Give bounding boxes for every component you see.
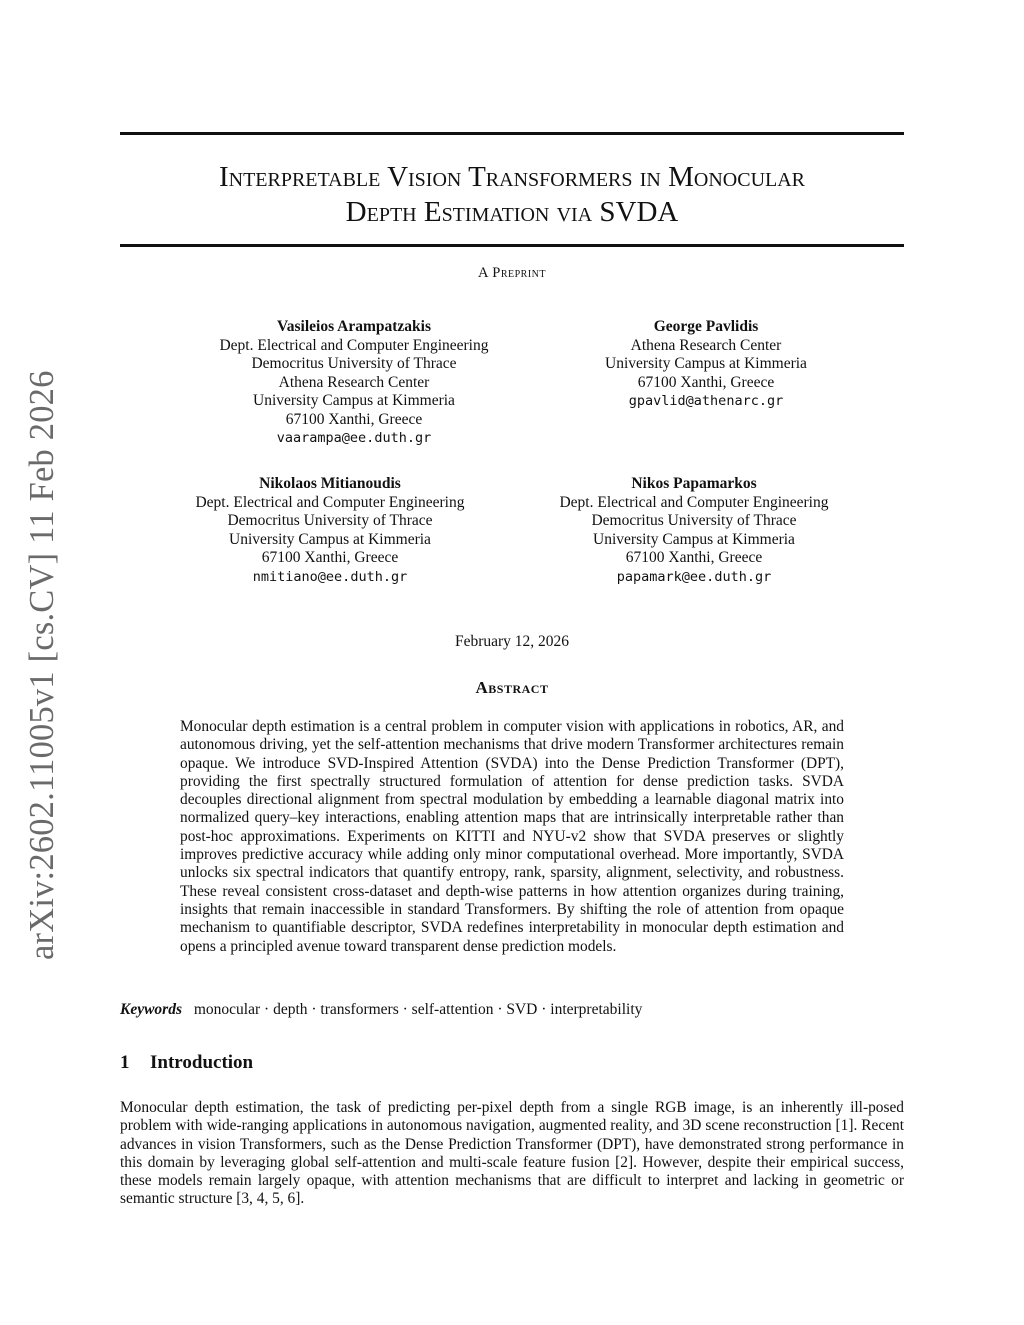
affiliation-line: 67100 Xanthi, Greece: [625, 549, 763, 566]
section-title: Introduction: [150, 1052, 254, 1073]
author-name: Vasileios Arampatzakis: [276, 318, 431, 335]
affiliation-line: University Campus at Kimmeria: [593, 530, 795, 548]
author-name: George Pavlidis: [653, 318, 759, 335]
affiliation-line: 67100 Xanthi, Greece: [285, 410, 423, 428]
introduction-text: Monocular depth estimation, the task of predicting per-pixel depth from a single RGB image, is an inherently ill-posed problem with wide-ranging applications in autonomous navigation, augmented reality, and 3D scene reconstruction [1]. Recent advances in vision Transformers, such as the Dense Prediction Transformer (DPT), have demonstrated strong performance in this domain by leveraging global self-attention and multi-scale feature fusion [2]. However, despite their empirical success, these models remain largely opaque, with attention mechanisms that are difficult to interpret and lacking in geometric or semantic structure [3, 4, 5, 6].: [120, 1099, 904, 1208]
title-top-rule: [120, 132, 904, 135]
keywords-line: [120, 1001, 904, 1019]
section-heading-introduction: [120, 1052, 253, 1074]
affiliation-line: Democritus University of Thrace: [251, 355, 457, 372]
title-bottom-rule: [120, 244, 904, 247]
author-email[interactable]: vaarampa@ee.duth.gr: [276, 430, 432, 446]
section-number: 1: [120, 1052, 130, 1073]
author-block-arampatzakis: [168, 318, 540, 448]
author-name: Nikolaos Mitianoudis: [259, 475, 401, 492]
author-block-pavlidis: [540, 318, 872, 411]
affiliation-line: Dept. Electrical and Computer Engineering: [219, 336, 489, 354]
affiliation-line: University Campus at Kimmeria: [605, 355, 807, 372]
title-line-1: Interpretable Vision Transformers in Monocular: [218, 161, 806, 193]
affiliation-line: Athena Research Center: [278, 373, 430, 391]
affiliation-line: 67100 Xanthi, Greece: [637, 373, 775, 391]
title-line-2: Depth Estimation via SVDA: [345, 196, 679, 228]
author-email[interactable]: papamark@ee.duth.gr: [616, 568, 772, 585]
affiliation-line: Democritus University of Thrace: [227, 512, 433, 529]
affiliation-line: Democritus University of Thrace: [591, 512, 797, 529]
affiliation-line: Dept. Electrical and Computer Engineering: [559, 493, 829, 511]
author-name: Nikos Papamarkos: [631, 475, 757, 492]
abstract-heading: Abstract: [475, 678, 549, 697]
publication-date: February 12, 2026: [454, 633, 570, 650]
author-block-mitianoudis: [150, 475, 510, 586]
affiliation-line: University Campus at Kimmeria: [253, 392, 455, 409]
keywords-text: monocular · depth · transformers · self-attention · SVD · interpretability: [193, 1001, 643, 1018]
arxiv-identifier: arXiv:2602.11005v1 [cs.CV] 11 Feb 2026: [23, 370, 61, 960]
preprint-label: A Preprint: [477, 265, 547, 281]
affiliation-line: University Campus at Kimmeria: [229, 530, 431, 548]
author-email[interactable]: gpavlid@athenarc.gr: [628, 393, 784, 409]
paper-title: [120, 160, 904, 230]
author-email[interactable]: nmitiano@ee.duth.gr: [252, 568, 408, 585]
author-block-papamarkos: [514, 475, 874, 586]
affiliation-line: Athena Research Center: [630, 336, 782, 354]
affiliation-line: Dept. Electrical and Computer Engineering: [195, 493, 465, 511]
affiliation-line: 67100 Xanthi, Greece: [261, 549, 399, 566]
keywords-label: Keywords: [120, 1001, 182, 1018]
abstract-text: Monocular depth estimation is a central problem in computer vision with applications in robotics, AR, and autonomous driving, yet the self-attention mechanisms that drive modern Transformer architectures remain opaque. We introduce SVD-Inspired Attention (SVDA) into the Dense Prediction Transformer (DPT), providing the first spectrally structured formulation of attention for dense prediction tasks. SVDA decouples directional alignment from spectral modulation by embedding a learnable diagonal matrix into normalized query–key interactions, enabling attention maps that are intrinsically interpretable rather than post-hoc approximations. Experiments on KITTI and NYU-v2 show that SVDA preserves or slightly improves predictive accuracy while adding only minor computational overhead. More importantly, SVDA unlocks six spectral indicators that quantify entropy, rank, sparsity, alignment, selectivity, and robustness. These reveal consistent cross-dataset and depth-wise patterns in how attention organizes during training, insights that remain inaccessible in standard Transformers. By shifting the role of attention from opaque mechanism to quantifiable descriptor, SVDA redefines interpretability in monocular depth estimation and opens a principled avenue toward transparent dense prediction models.: [180, 718, 844, 955]
